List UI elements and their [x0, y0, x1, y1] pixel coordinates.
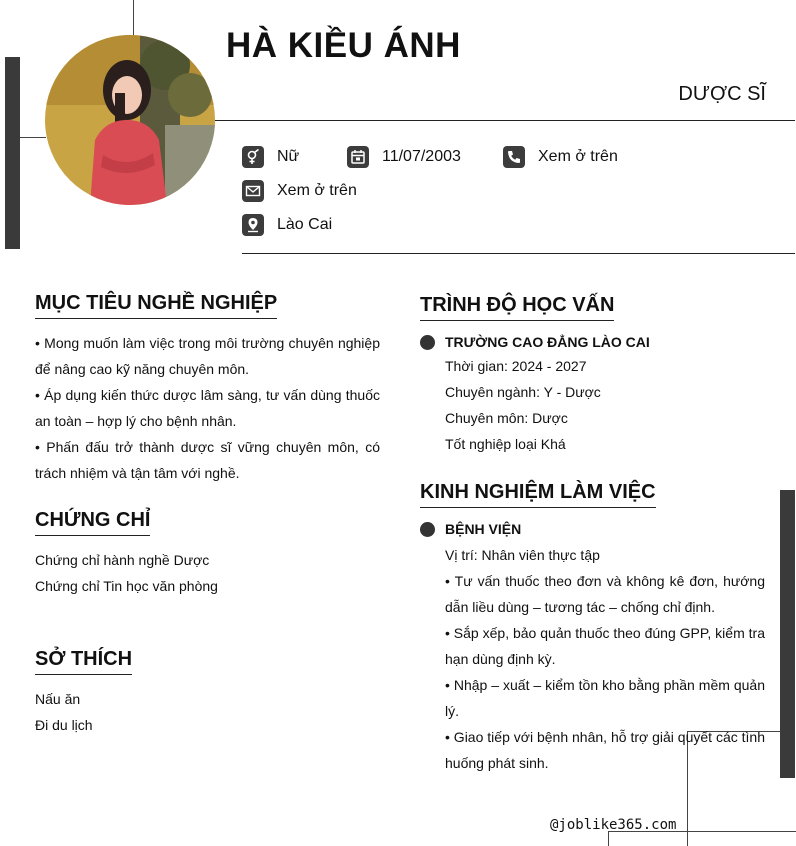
phone-value: Xem ở trên — [538, 148, 618, 165]
hobbies-title: SỞ THÍCH — [35, 648, 132, 675]
objective-text — [35, 330, 380, 486]
certificates-title: CHỨNG CHỈ — [35, 509, 150, 536]
experience-position: Vị trí: Nhân viên thực tập — [445, 547, 600, 563]
gender-row — [242, 146, 299, 168]
calendar-icon — [347, 146, 369, 168]
education-details — [445, 353, 601, 457]
certificate-item: Chứng chỉ hành nghề Dược — [35, 552, 210, 568]
education-detail: Chuyên môn: Dược — [445, 410, 568, 426]
certificates-list — [35, 547, 218, 599]
experience-task: • Sắp xếp, bảo quản thuốc theo đúng GPP, kiểm tra hạn dùng định kỳ. — [445, 625, 765, 667]
education-title: TRÌNH ĐỘ HỌC VẤN — [420, 294, 614, 321]
candidate-name: HÀ KIỀU ÁNH — [226, 26, 461, 65]
school-name: TRƯỜNG CAO ĐẲNG LÀO CAI — [445, 334, 650, 350]
contact-divider — [242, 253, 795, 254]
objective-line: • Phấn đấu trở thành dược sĩ vững chuyên môn, có trách nhiệm và tận tâm với nghề. — [35, 439, 380, 481]
phone-row — [503, 146, 618, 168]
gender-value: Nữ — [277, 148, 300, 165]
experience-task: • Giao tiếp với bệnh nhân, hỗ trợ giải quyết các tình huống phát sinh. — [445, 729, 765, 771]
experience-bullet — [420, 522, 435, 537]
watermark-text: @joblike365.com — [550, 817, 677, 833]
education-detail: Thời gian: 2024 - 2027 — [445, 358, 587, 374]
address-value: Lào Cai — [277, 216, 333, 233]
dob-row — [347, 146, 461, 168]
certificate-item: Chứng chỉ Tin học văn phòng — [35, 578, 218, 594]
objective-title: MỤC TIÊU NGHỀ NGHIỆP — [35, 292, 277, 319]
job-title: DƯỢC SĨ — [678, 83, 766, 105]
education-detail: Tốt nghiệp loại Khá — [445, 436, 566, 452]
hobbies-list — [35, 686, 93, 738]
mail-icon — [242, 180, 264, 202]
left-accent-bar — [5, 57, 20, 249]
experience-text — [445, 542, 765, 776]
frame-line-footer-v — [608, 831, 609, 846]
header-divider — [215, 120, 795, 121]
company-name: BỆNH VIỆN — [445, 521, 522, 537]
right-accent-bar — [780, 490, 795, 778]
objective-line: • Mong muốn làm việc trong môi trường chuyên nghiệp để nâng cao kỹ năng chuyên môn. — [35, 335, 380, 377]
email-value: Xem ở trên — [277, 182, 357, 199]
experience-task: • Nhập – xuất – kiểm tồn kho bằng phần mềm quản lý. — [445, 677, 765, 719]
hobby-item: Đi du lịch — [35, 717, 93, 733]
dob-value: 11/07/2003 — [382, 148, 461, 165]
frame-line-top — [133, 0, 134, 38]
experience-task: • Tư vấn thuốc theo đơn và không kê đơn, hướng dẫn liều dùng – tương tác – chống chỉ định. — [445, 573, 765, 615]
avatar — [45, 35, 215, 205]
education-bullet — [420, 335, 435, 350]
address-row — [242, 214, 332, 236]
phone-icon — [503, 146, 525, 168]
education-detail: Chuyên ngành: Y - Dược — [445, 384, 601, 400]
email-row — [242, 180, 357, 202]
hobby-item: Nấu ăn — [35, 691, 81, 707]
experience-title: KINH NGHIỆM LÀM VIỆC — [420, 481, 656, 508]
objective-line: • Áp dụng kiến thức dược lâm sàng, tư vấn dùng thuốc an toàn – hợp lý cho bệnh nhân. — [35, 387, 380, 429]
gender-icon — [242, 146, 264, 168]
frame-line-left — [20, 137, 46, 138]
location-icon — [242, 214, 264, 236]
